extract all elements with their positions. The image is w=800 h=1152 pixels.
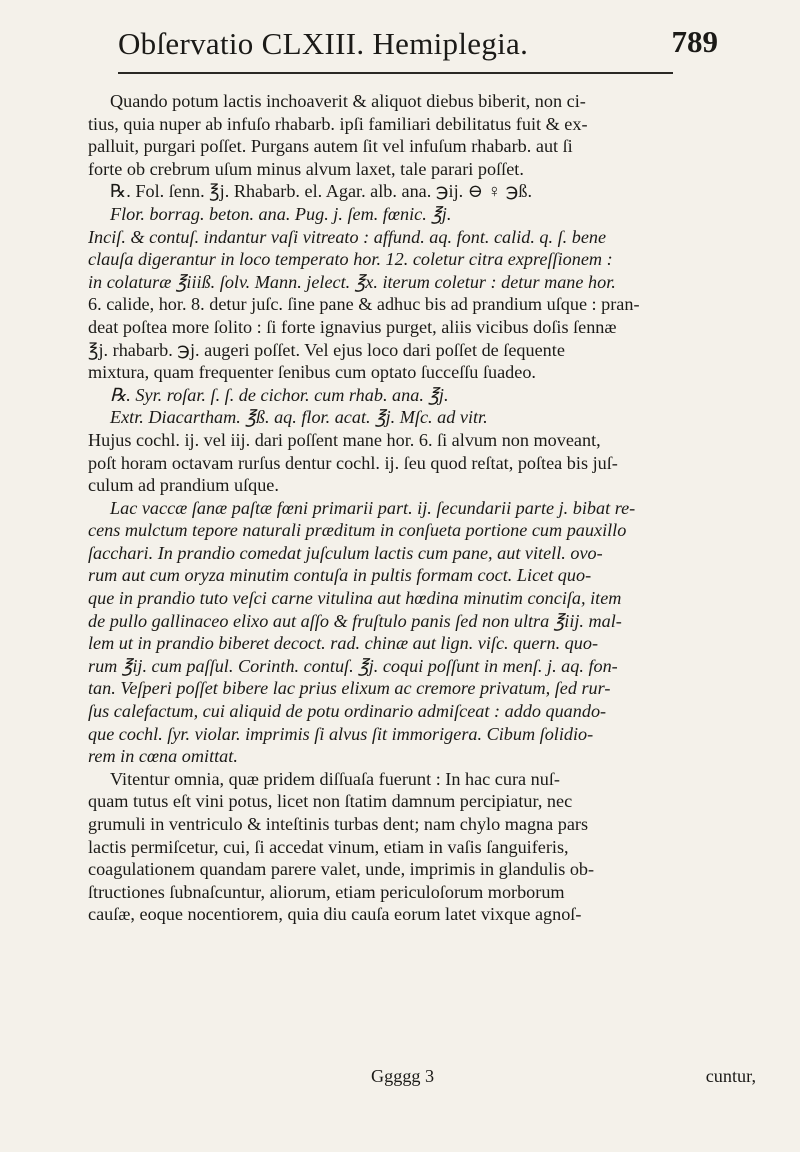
text-line: forte ob crebrum uſum minus alvum laxet, tale parari poſſet. xyxy=(88,158,524,179)
text-line: palluit, purgari poſſet. Purgans autem ſit vel infuſum rhabarb. aut ſi xyxy=(88,136,573,157)
text-line: Hujus cochl. ij. vel iij. dari poſſent mane hor. 6. ſi alvum non moveant, xyxy=(88,429,601,450)
text-line: ℞. Syr. roſar. ſ. ſ. de cichor. cum rhab. ana. ℥j. xyxy=(110,384,449,405)
text-line: de pullo gallinaceo elixo aut aſſo & fruſtulo panis ſed non ultra ℥iij. mal- xyxy=(88,610,622,631)
text-line: Extr. Diacartham. ℥ß. aq. flor. acat. ℥j. Mſc. ad vitr. xyxy=(110,407,488,428)
text-line: que cochl. ſyr. violar. imprimis ſi alvus ſit immorigera. Cibum ſolidio- xyxy=(88,723,594,744)
text-line: rum ℥ij. cum paſſul. Corinth. contuſ. ℥j. coqui poſſunt in menſ. j. aq. fon- xyxy=(88,655,618,676)
text-line: ℥j. rhabarb. ℈j. augeri poſſet. Vel ejus loco dari poſſet de ſequente xyxy=(88,339,565,360)
text-line: Flor. borrag. beton. ana. Pug. j. ſem. fœnic. ℥j. xyxy=(110,203,452,224)
signature-mark: Ggggg 3 xyxy=(371,1066,435,1086)
text-line: Inciſ. & contuſ. indantur vaſi vitreato : affund. aq. font. calid. q. ſ. bene xyxy=(88,226,607,247)
text-line: quam tutus eſt vini potus, licet non ſtatim damnum percipiatur, nec xyxy=(88,791,573,812)
text-line: tius, quia nuper ab infuſo rhabarb. ipſi familiari debilitatus fuit & ex- xyxy=(88,113,588,134)
text-line: Quando potum lactis inchoaverit & aliquot diebus biberit, non ci- xyxy=(110,91,586,111)
text-line: ſtructiones ſubnaſcuntur, aliorum, etiam periculoſorum morborum xyxy=(88,881,565,902)
page-number: 789 xyxy=(671,24,718,59)
text-line: ſus calefactum, cui aliquid de potu ordinario admiſceat : addo quando- xyxy=(88,701,607,722)
text-line: que in prandio tuto veſci carne vitulina aut hœdina minutim conciſa, item xyxy=(88,588,622,609)
text-line: Lac vaccæ ſanæ paſtæ fœni primarii part. ij. ſecundarii parte j. bibat re- xyxy=(110,497,636,518)
text-line: culum ad prandium uſque. xyxy=(88,475,279,496)
text-line: ℞. Fol. ſenn. ℥j. Rhabarb. el. Agar. alb. ana. ℈ij. ⊖ ♀ ℈ß. xyxy=(110,181,533,202)
text-line: cauſæ, eoque nocentiorem, quia diu cauſa eorum latet vixque agnoſ- xyxy=(88,904,582,925)
text-line: mixtura, quam frequenter ſenibus cum optato ſucceſſu ſuadeo. xyxy=(88,362,536,383)
page-footer xyxy=(88,1066,756,1090)
text-line: coagulationem quandam parere valet, unde, imprimis in glandulis ob- xyxy=(88,859,595,880)
text-line: clauſa digerantur in loco temperato hor. 12. coletur citra expreſſionem : xyxy=(88,249,613,270)
header-title: Obſervatio CLXIII. Hemiplegia. xyxy=(118,26,529,61)
text-line: grumuli in ventriculo & inteſtinis turbas dent; nam chylo magna pars xyxy=(88,814,589,834)
body-text xyxy=(88,90,756,926)
text-line: rem in cœna omittat. xyxy=(88,746,238,767)
text-line: tan. Veſperi poſſet bibere lac prius elixum ac cremore privatum, ſed rur- xyxy=(88,678,611,699)
text-line: 6. calide, hor. 8. detur juſc. ſine pane & adhuc bis ad prandium uſque : pran- xyxy=(88,294,640,315)
catchword: cuntur, xyxy=(705,1066,756,1086)
running-header xyxy=(118,22,718,62)
text-line: ſacchari. In prandio comedat juſculum lactis cum pane, aut vitell. ovo- xyxy=(88,542,603,563)
text-line: lactis permiſcetur, cui, ſi accedat vinum, etiam in vaſis ſanguiferis, xyxy=(88,836,569,857)
text-line: deat poſtea more ſolito : ſi forte ignavius purget, aliis vicibus doſis ſennæ xyxy=(88,316,617,337)
text-line: lem ut in prandio biberet decoct. rad. chinæ aut lign. viſc. quern. quo- xyxy=(88,633,599,654)
text-line: cens mulctum tepore naturali præditum in conſueta portione cum pauxillo xyxy=(88,520,627,541)
text-line: in colaturæ ℥iiiß. ſolv. Mann. jelect. ℥x. iterum coletur : detur mane hor. xyxy=(88,271,616,292)
text-line: rum aut cum oryza minutim contuſa in pultis formam coct. Licet quo- xyxy=(88,565,592,586)
text-line: Vitentur omnia, quæ pridem diſſuaſa fuerunt : In hac cura nuſ- xyxy=(110,768,560,789)
header-rule xyxy=(118,72,673,74)
text-line: poſt horam octavam rurſus dentur cochl. ij. ſeu quod reſtat, poſtea bis juſ- xyxy=(88,452,618,473)
